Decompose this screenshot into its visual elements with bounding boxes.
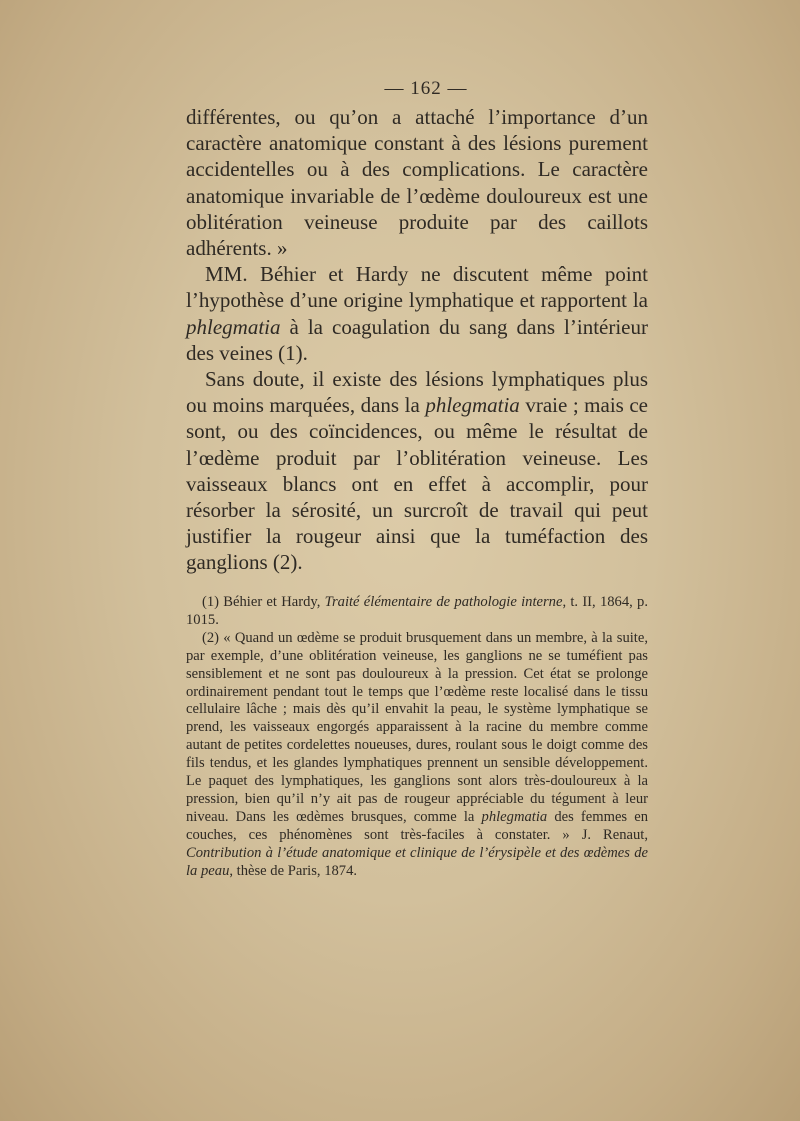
text-run: (2) « Quand un œdème se produit brusquement dans un membre, à la suite, par exemple, d’une oblitération veineuse, les ganglions ne se tuméfient pas sensiblement et ne sont pas douloureux à la pression. Cet état se prolonge ordinairement pendant tout le temps que l’œdème reste localisé dans le tissu cellulaire lâche ; mais dès qu’il envahit la peau, le système lymphatique se prend, les vaisseaux engorgés apparaissent à la racine du membre comme autant de petites cordelettes noueuses, dures, roulant sous le doigt comme des fils tendus, et les glandes lymphatiques prennent un sensible développement. Le paquet des lymphatiques, les ganglions sont alors très-douloureux à la pression, bien qu’il n’y ait pas de rougeur appréciable du tégument à leur niveau. Dans les œdèmes brusques, comme la bbox=[186, 629, 648, 825]
text-run: MM. Béhier et Hardy ne discutent même point l’hypothèse d’une origine lymphatique et rapportent la bbox=[186, 262, 648, 313]
italic-term: phlegmatia bbox=[481, 808, 548, 825]
text-run: (1) Béhier et Hardy, bbox=[202, 594, 325, 610]
footnote-1 bbox=[186, 594, 648, 630]
text-run: , t. II, 1864, p. 1015. bbox=[186, 594, 648, 628]
italic-title: Traité élémentaire de pathologie interne bbox=[324, 594, 563, 610]
main-text bbox=[186, 104, 648, 576]
text-run: vraie ; mais ce sont, ou des coïncidences, ou même le résultat de l’œdème produit par l’oblitération veineuse. Les vaisseaux blancs ont en effet à accomplir, pour résorber la sérosité, un surcroît de travail qui peut justifier la rougeur ainsi que la tuméfaction des ganglions (2). bbox=[186, 393, 649, 575]
italic-title: Contribution à l’étude anatomique et clinique de l’érysipèle et des œdèmes de la peau bbox=[186, 844, 648, 879]
page-number: — 162 — bbox=[384, 78, 468, 99]
text-run: Sans doute, il existe des lésions lymphatiques plus ou moins marquées, dans la bbox=[186, 367, 648, 418]
text-run: , thèse de Paris, 1874. bbox=[229, 862, 358, 879]
text-run: des femmes en couches, ces phénomènes sont très-faciles à constater. » J. Renaut, bbox=[186, 808, 649, 843]
footnote-2 bbox=[186, 630, 648, 881]
italic-term: phlegmatia bbox=[186, 314, 281, 339]
italic-term: phlegmatia bbox=[425, 393, 520, 418]
text-run: à la coagulation du sang dans l’intérieur des veines (1). bbox=[186, 314, 648, 365]
footnotes bbox=[186, 594, 648, 881]
paragraph bbox=[186, 366, 648, 576]
paragraph: différentes, ou qu’on a attaché l’importance d’un caractère anatomique constant à des lésions purement accidentelles ou à des complications. Le caractère anatomique invariable de l’œdème douloureux est une oblitération veineuse produite par des caillots adhérents. » bbox=[186, 105, 648, 261]
paragraph bbox=[186, 261, 648, 366]
